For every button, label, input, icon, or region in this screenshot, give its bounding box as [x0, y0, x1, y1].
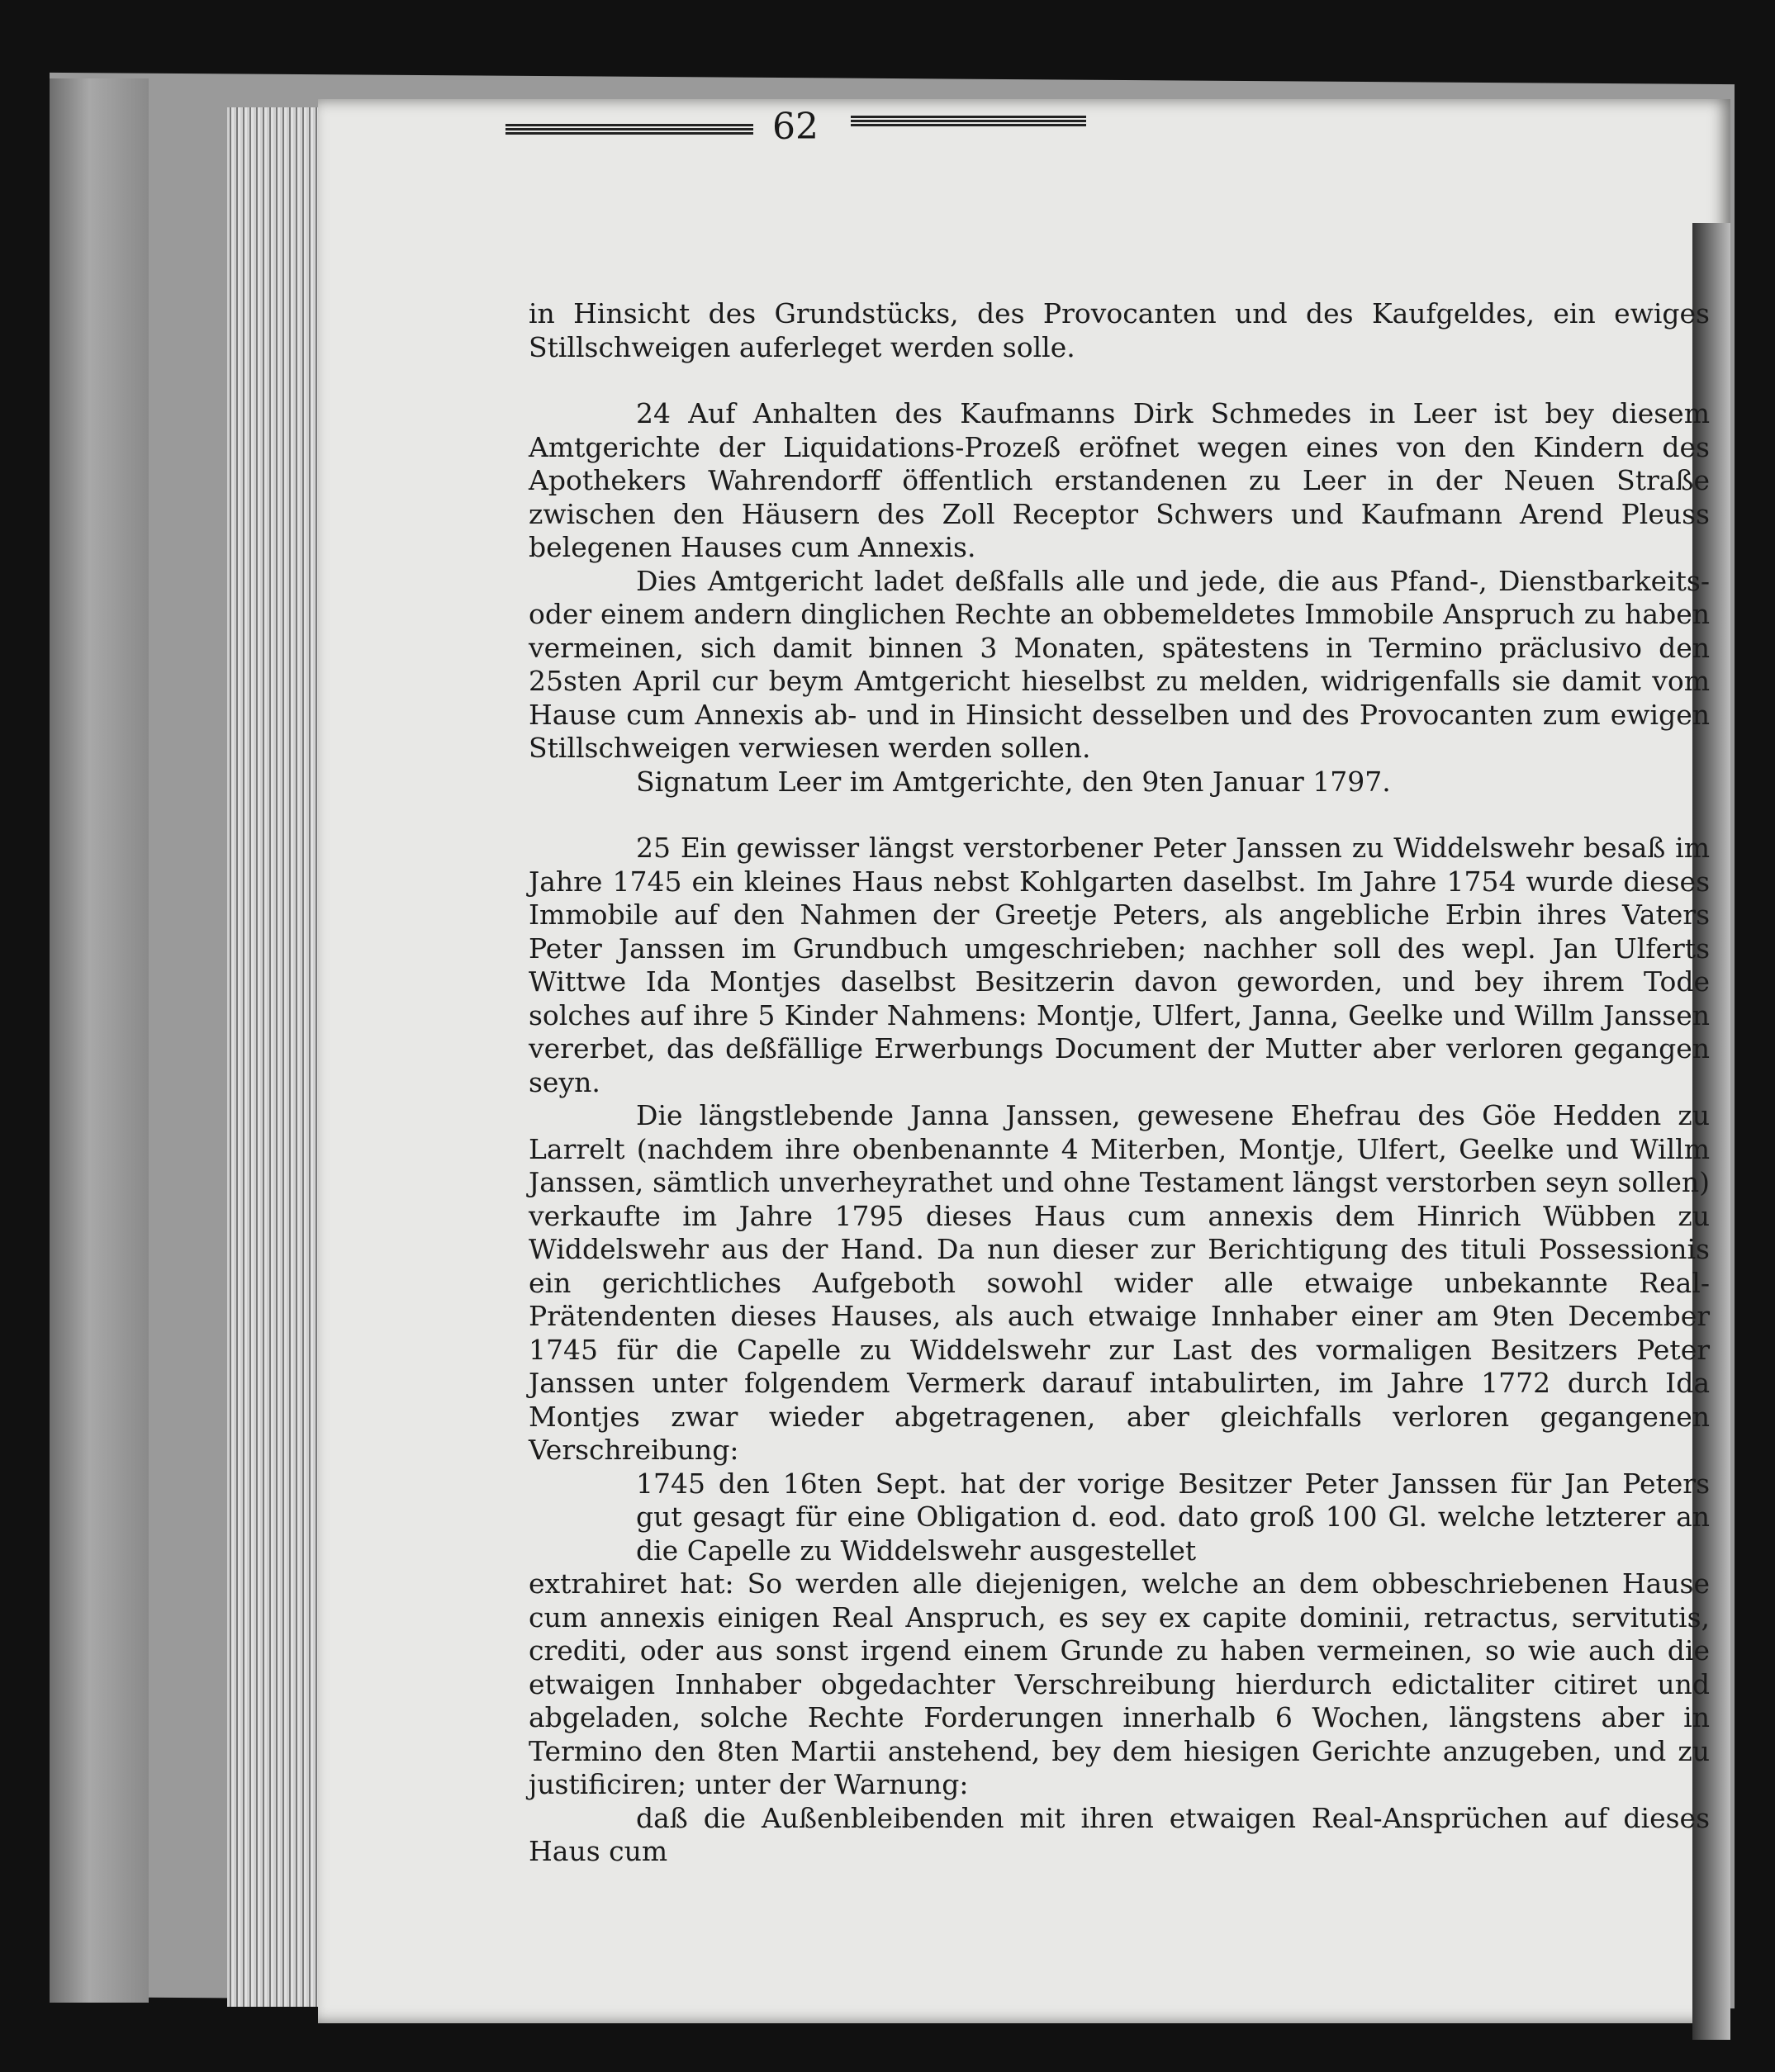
header-rule-left — [505, 124, 753, 135]
paragraph-citation: extrahiret hat: So werden alle diejenigen, welche an dem obbeschriebenen Hause cum annexis einigen Real Anspruch, es sey ex capite dominii, retractus, servitutis, crediti, oder aus sonst irgend einem Grunde zu haben vermeinen, so wie auch die etwaigen Innhaber obgedachter Verschreibung hierdurch edictaliter citiret und abgeladen, solche Rechte Forderungen innerhalb 6 Wochen, längstens aber in Termino den 8ten Martii anstehend, bey dem hiesigen Gerichte anzugeben, und zu justificiren; unter der Warnung: — [529, 1567, 1710, 1800]
paragraph-24: 24 Auf Anhalten des Kaufmanns Dirk Schmedes in Leer ist bey diesem Amtgerichte der Liquidations-Prozeß eröfnet wegen eines von den Kindern des Apothekers Wahrendorff öffentlich erstandenen zu Leer in der Neuen Straße zwischen den Häusern des Zoll Receptor Schwers und Kaufmann Arend Pleuss belegenen Hauses cum Annexis. — [529, 397, 1710, 563]
page-text — [529, 297, 1710, 1869]
paragraph-signature: Signatum Leer im Amtgerichte, den 9ten Januar 1797. — [636, 765, 1391, 798]
header-rule-right — [851, 116, 1086, 127]
book-spine — [50, 78, 149, 2003]
paragraph-25: 25 Ein gewisser längst verstorbener Peter Janssen zu Widdelswehr besaß im Jahre 1745 ein kleines Haus nebst Kohlgarten daselbst. Im Jahre 1754 wurde dieses Immobile auf den Nahmen der Greetje Peters, als angebliche Erbin ihres Vaters Peter Janssen im Grundbuch umgeschrieben; nachher soll des wepl. Jan Ulferts Wittwe Ida Montjes daselbst Besitzerin davon geworden, und bey ihrem Tode solches auf ihre 5 Kinder Nahmens: Montje, Ulfert, Janna, Geelke und Willm Janssen vererbet, das deßfällige Erwerbungs Document der Mutter aber verloren gegangen seyn. — [529, 832, 1710, 1098]
paragraph-continuation: in Hinsicht des Grundstücks, des Provocanten und des Kaufgeldes, ein ewiges Stillschweigen auferleget werden solle. — [529, 297, 1710, 363]
paragraph-warning: daß die Außenbleibenden mit ihren etwaigen Real-Ansprüchen auf dieses Haus cum — [529, 1801, 1710, 1867]
page-number: 62 — [772, 106, 819, 148]
paragraph-entry: 1745 den 16ten Sept. hat der vorige Besitzer Peter Janssen für Jan Peters gut gesagt für eine Obligation d. eod. dato groß 100 Gl. welche letzterer an die Capelle zu Widdelswehr ausgestellet — [636, 1467, 1710, 1567]
paragraph-summons: Dies Amtgericht ladet deßfalls alle und jede, die aus Pfand-, Dienstbarkeits-oder einem andern dinglichen Rechte an obbemeldetes Immobile Anspruch zu haben vermeinen, sich damit binnen 3 Monaten, spätestens in Termino präclusivo den 25sten April cur beym Amtgericht hieselbst zu melden, widrigenfalls sie damit vom Hause cum Annexis ab- und in Hinsicht desselben und des Provocanten zum ewigen Stillschweigen verwiesen werden sollen. — [529, 564, 1710, 764]
paragraph-sale: Die längstlebende Janna Janssen, gewesene Ehefrau des Göe Hedden zu Larrelt (nachdem ihre obenbenannte 4 Miterben, Montje, Ulfert, Geelke und Willm Janssen, sämtlich unverheyrathet und ohne Testament längst verstorben seyn sollen) verkaufte im Jahre 1795 dieses Haus cum annexis dem Hinrich Wübben zu Widdelswehr aus der Hand. Da nun dieser zur Berichtigung des tituli Possessionis ein gerichtliches Aufgeboth sowohl wider alle etwaige unbekannte Real-Prätendenten dieses Hauses, als auch etwaige Innhaber einer am 9ten December 1745 für die Capelle zu Widdelswehr zur Last des vormaligen Besitzers Peter Janssen unter folgendem Vermerk darauf intabulirten, im Jahre 1772 durch Ida Montjes zwar wieder abgetragenen, aber gleichfalls verloren gegangenen Verschreibung: — [529, 1099, 1710, 1466]
